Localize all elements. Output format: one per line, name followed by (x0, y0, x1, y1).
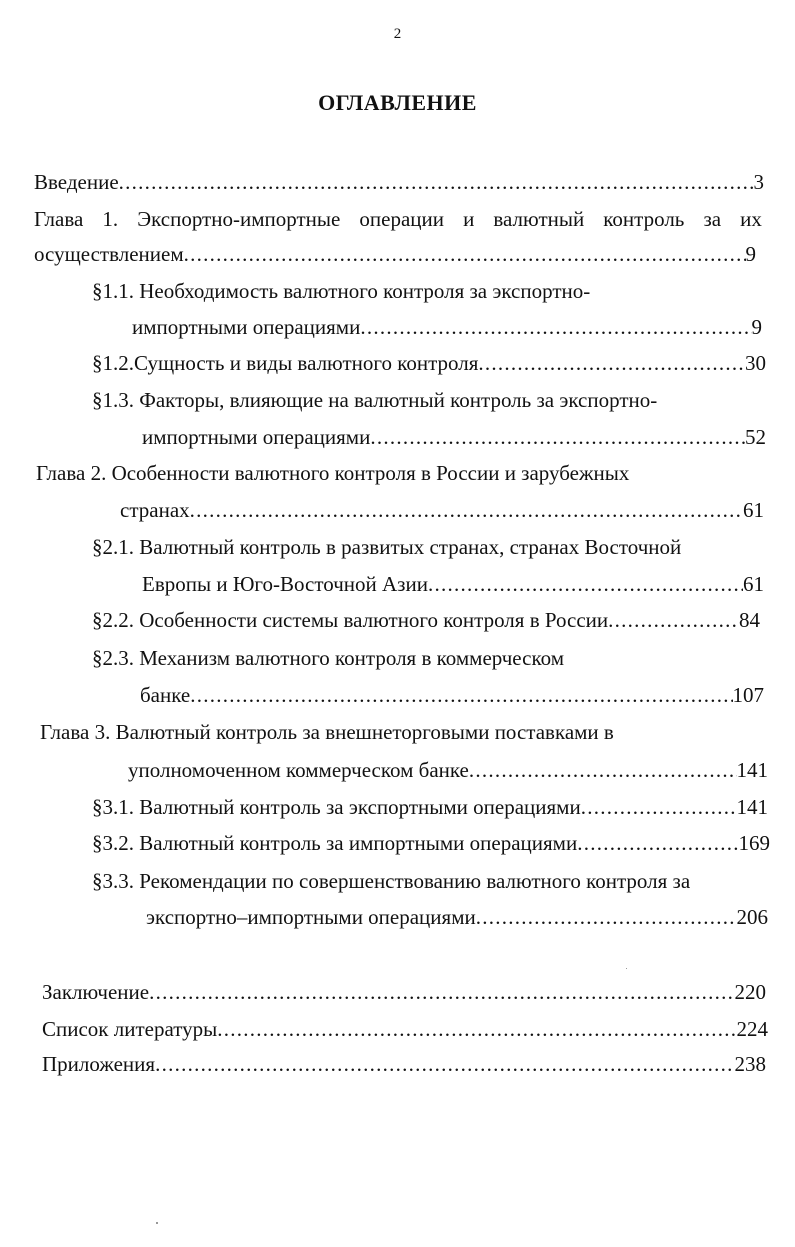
word: контроль (603, 207, 685, 231)
toc-entry-label: Заключение (42, 980, 150, 1004)
word: Экспортно-импортные (137, 207, 341, 231)
toc-entry-label: импортными операциями (132, 315, 361, 339)
toc-page-number: 9 (745, 242, 756, 266)
toc-page-number: 238 (734, 1052, 766, 1076)
toc-page-number: 84 (739, 608, 760, 632)
toc-entry-section-3-3-line2[interactable] (146, 903, 768, 931)
toc-entry-section-3-3-line1[interactable]: §3.3. Рекомендации по совершенствованию валютного контроля за (92, 869, 691, 893)
scan-speck (156, 1222, 158, 1224)
toc-entry-chapter-2-line1[interactable]: Глава 2. Особенности валютного контроля в России и зарубежных (36, 461, 630, 485)
toc-entry-section-2-1-line2[interactable] (142, 570, 764, 598)
word: Глава (34, 207, 84, 231)
toc-page-number: 61 (743, 572, 764, 596)
toc-entry-literature[interactable] (42, 1015, 768, 1043)
dot-leader (190, 496, 743, 524)
dot-leader (360, 313, 751, 341)
toc-page-number: 3 (753, 170, 764, 194)
toc-page-number: 61 (743, 498, 764, 522)
toc-entry-label: §1.2.Сущность и виды валютного контроля (92, 351, 479, 375)
toc-entry-label: §3.1. Валютный контроль за экспортными операциями (92, 795, 581, 819)
toc-page-number: 30 (745, 351, 766, 375)
toc-entry-section-2-2[interactable] (92, 606, 760, 634)
toc-entry-intro[interactable] (34, 168, 764, 196)
dot-leader (469, 756, 737, 784)
toc-entry-chapter-2-line2[interactable] (120, 496, 764, 524)
dot-leader (149, 978, 734, 1006)
toc-entry-label: импортными операциями (142, 425, 371, 449)
word: 1. (102, 207, 119, 231)
toc-entry-label: экспортно–импортными операциями (146, 905, 476, 929)
toc-page-number: 9 (751, 315, 762, 339)
word: за (703, 207, 722, 231)
dot-leader (190, 681, 732, 709)
toc-entry-label: Введение (34, 170, 119, 194)
toc-page-number: 206 (736, 905, 768, 929)
word: валютный (493, 207, 585, 231)
toc-entry-label: Приложения (42, 1052, 156, 1076)
toc-page-number: 169 (738, 831, 770, 855)
toc-entry-label: осуществлением (34, 242, 184, 266)
toc-page-number: 141 (736, 758, 768, 782)
toc-page-number: 141 (736, 795, 768, 819)
toc-page-number: 224 (736, 1017, 768, 1041)
dot-leader (370, 423, 745, 451)
toc-entry-conclusion[interactable] (42, 978, 766, 1006)
page-number: 2 (393, 26, 402, 42)
dot-leader (428, 570, 743, 598)
toc-entry-label: §3.2. Валютный контроль за импортными операциями (92, 831, 578, 855)
toc-entry-section-3-2[interactable] (92, 829, 770, 857)
dot-leader (608, 606, 739, 634)
dot-leader (577, 829, 738, 857)
toc-page-number: 220 (734, 980, 766, 1004)
word: операции (359, 207, 444, 231)
dot-leader (184, 240, 746, 268)
toc-entry-appendix[interactable] (42, 1050, 766, 1078)
toc-entry-label: банке (140, 683, 191, 707)
toc-entry-section-2-3-line2[interactable] (140, 681, 764, 709)
toc-entry-chapter-1-line2[interactable] (34, 240, 756, 268)
toc-entry-section-2-1-line1[interactable]: §2.1. Валютный контроль в развитых странах, странах Восточной (92, 535, 682, 559)
toc-entry-section-1-1-line1[interactable]: §1.1. Необходимость валютного контроля за экспортно- (92, 279, 591, 303)
word: и (463, 207, 475, 231)
dot-leader (119, 168, 754, 196)
toc-entry-label: уполномоченном коммерческом банке (128, 758, 469, 782)
toc-entry-label: Европы и Юго-Восточной Азии (142, 572, 428, 596)
toc-entry-label: странах (120, 498, 190, 522)
word: их (740, 207, 762, 231)
toc-entry-label: §2.2. Особенности системы валютного контроля в России (92, 608, 609, 632)
dot-leader (478, 349, 745, 377)
dot-leader (581, 793, 737, 821)
toc-entry-section-1-3-line2[interactable] (142, 423, 766, 451)
toc-page-number: 107 (732, 683, 764, 707)
scan-speck (626, 968, 627, 969)
dot-leader (155, 1050, 734, 1078)
toc-entry-chapter-1-line1[interactable] (34, 205, 762, 233)
toc-entry-chapter-3-line2[interactable] (128, 756, 768, 784)
toc-entry-section-2-3-line1[interactable]: §2.3. Механизм валютного контроля в коммерческом (92, 646, 564, 670)
toc-entry-chapter-3-line1[interactable]: Глава 3. Валютный контроль за внешнеторговыми поставками в (40, 720, 614, 744)
toc-entry-section-1-3-line1[interactable]: §1.3. Факторы, влияющие на валютный контроль за экспортно- (92, 388, 658, 412)
toc-entry-section-1-2[interactable] (92, 349, 766, 377)
toc-entry-label: Список литературы (42, 1017, 218, 1041)
toc-entry-section-1-1-line2[interactable] (132, 313, 762, 341)
page-title: ОГЛАВЛЕНИЕ (318, 90, 477, 115)
toc-page-number: 52 (745, 425, 766, 449)
dot-leader (476, 903, 737, 931)
dot-leader (217, 1015, 736, 1043)
toc-entry-section-3-1[interactable] (92, 793, 768, 821)
